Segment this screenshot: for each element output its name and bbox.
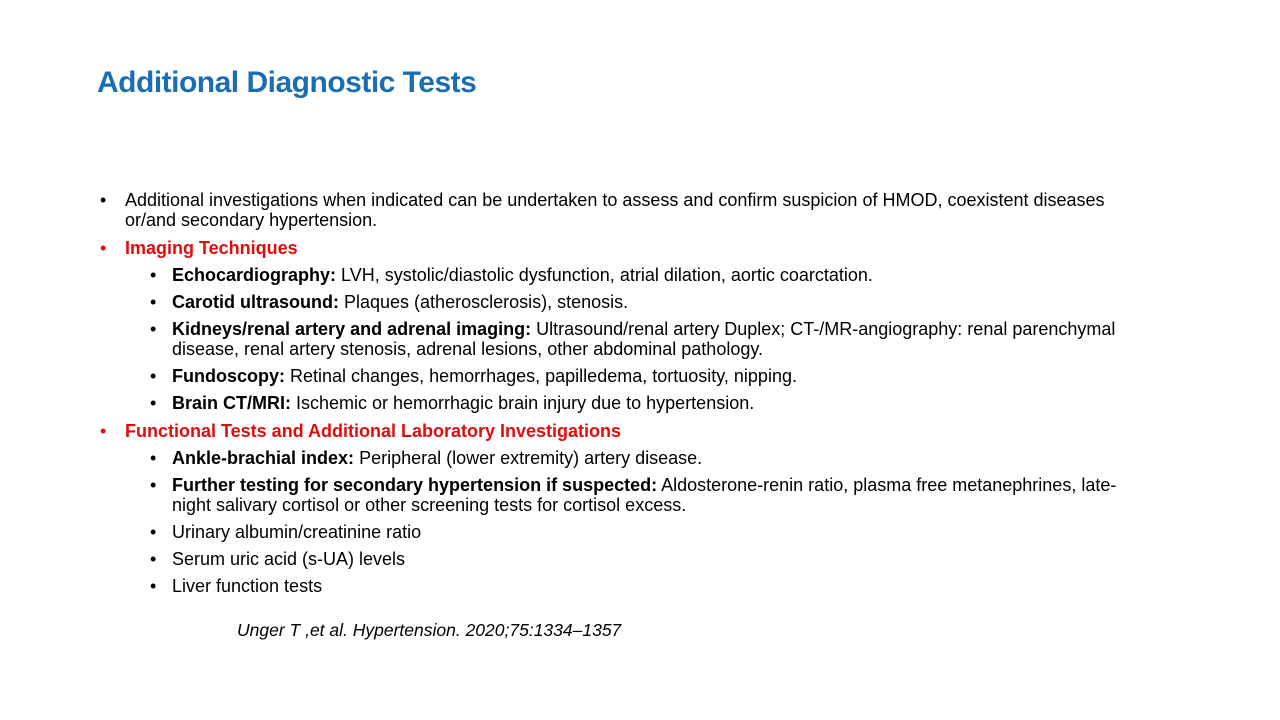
bullet-text: Liver function tests <box>172 576 323 596</box>
bullet-lead: Ankle-brachial index: <box>172 448 355 468</box>
bullet-text: Ultrasound/renal artery Duplex; CT-/MR-angiography: renal parenchymal disease, renal artery stenosis, adrenal lesions, other abdominal pathology. <box>172 319 1116 359</box>
bullet-item <box>97 292 1137 312</box>
bullet-text-wrap <box>172 292 1137 312</box>
bullet-icon: • <box>100 238 107 258</box>
bullet-text: Additional investigations when indicated can be undertaken to assess and confirm suspicion of HMOD, coexistent diseases or/and secondary hypertension. <box>125 190 1105 230</box>
bullet-item <box>97 576 1137 596</box>
bullet-icon: • <box>150 576 157 596</box>
bullet-text: Peripheral (lower extremity) artery disease. <box>354 448 703 468</box>
bullet-text-wrap <box>172 319 1137 359</box>
bullet-item <box>97 393 1137 413</box>
bullet-text: Plaques (atherosclerosis), stenosis. <box>339 292 629 312</box>
bullet-icon: • <box>150 319 157 339</box>
bullet-text-wrap <box>172 448 1137 468</box>
bullet-lead: Kidneys/renal artery and adrenal imaging: <box>172 319 532 339</box>
bullet-lead: Further testing for secondary hypertension if suspected: <box>172 475 658 495</box>
bullet-text: Serum uric acid (s-UA) levels <box>172 549 406 569</box>
section-heading-text: Imaging Techniques <box>125 238 298 258</box>
section-heading-imaging <box>97 238 1137 258</box>
bullet-icon: • <box>150 475 157 495</box>
bullet-text-wrap <box>172 576 1137 596</box>
bullet-text: Urinary albumin/creatinine ratio <box>172 522 422 542</box>
bullet-icon: • <box>150 522 157 542</box>
bullet-lead: Fundoscopy: <box>172 366 285 386</box>
bullet-lead: Carotid ultrasound: <box>172 292 339 312</box>
bullet-item <box>97 475 1137 515</box>
bullet-lead: Brain CT/MRI: <box>172 393 291 413</box>
bullet-item <box>97 549 1137 569</box>
bullet-icon: • <box>150 448 157 468</box>
bullet-text-wrap <box>172 366 1137 386</box>
bullet-text: Aldosterone-renin ratio, plasma free metanephrines, late-night salivary cortisol or other screening tests for cortisol excess. <box>172 475 1117 515</box>
section-heading-functional-tests <box>97 421 1137 441</box>
bullet-item <box>97 448 1137 468</box>
bullet-text: Retinal changes, hemorrhages, papilledema, tortuosity, nipping. <box>285 366 797 386</box>
bullet-icon: • <box>150 265 157 285</box>
bullet-icon: • <box>100 421 107 441</box>
bullet-icon: • <box>150 366 157 386</box>
bullet-item <box>97 366 1137 386</box>
citation: Unger T ,et al. Hypertension. 2020;75:1334–1357 <box>237 620 622 640</box>
bullet-text-wrap <box>172 475 1137 515</box>
bullet-text-wrap <box>125 190 1137 230</box>
bullet-icon: • <box>150 549 157 569</box>
bullet-lead: Echocardiography: <box>172 265 337 285</box>
section-heading-text: Functional Tests and Additional Laboratory Investigations <box>125 421 622 441</box>
slide-body <box>97 190 1137 603</box>
bullet-text-wrap <box>172 522 1137 542</box>
bullet-icon: • <box>100 190 107 210</box>
bullet-text-wrap <box>172 265 1137 285</box>
bullet-item <box>97 522 1137 542</box>
bullet-icon: • <box>150 292 157 312</box>
slide-title: Additional Diagnostic Tests <box>97 66 477 99</box>
bullet-item <box>97 190 1137 230</box>
bullet-icon: • <box>150 393 157 413</box>
bullet-text: LVH, systolic/diastolic dysfunction, atrial dilation, aortic coarctation. <box>336 265 873 285</box>
bullet-item <box>97 265 1137 285</box>
bullet-text: Ischemic or hemorrhagic brain injury due to hypertension. <box>291 393 755 413</box>
bullet-text-wrap <box>172 393 1137 413</box>
bullet-text-wrap <box>172 549 1137 569</box>
bullet-item <box>97 319 1137 359</box>
